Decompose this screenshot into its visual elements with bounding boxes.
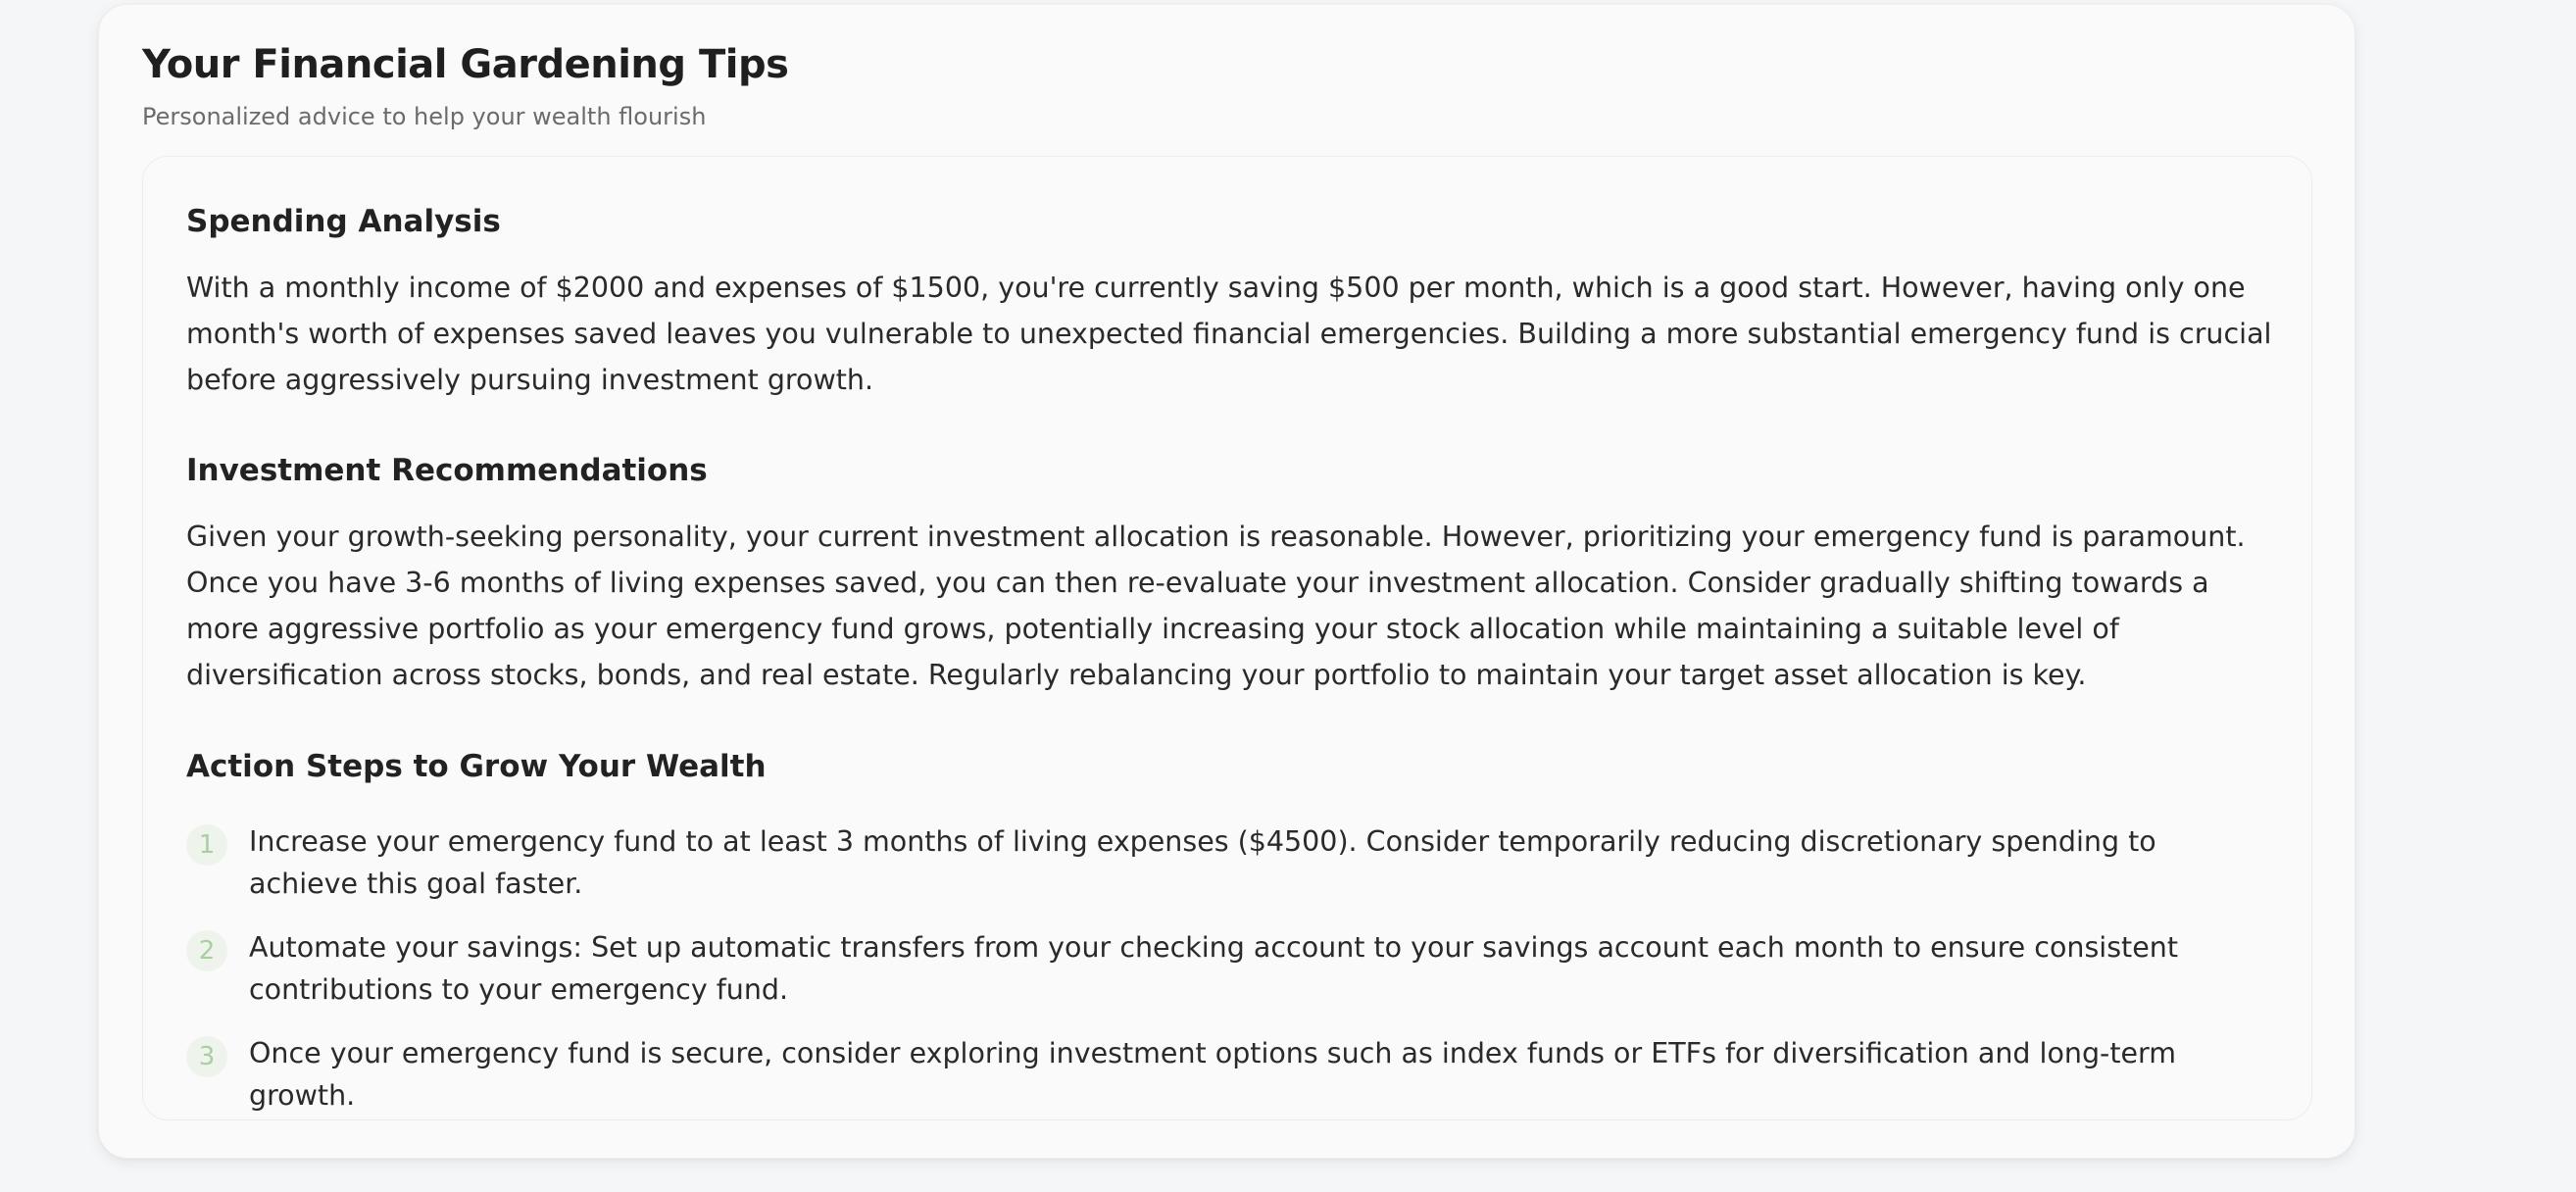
step-text: Once your emergency fund is secure, consider exploring investment options such as index funds or ETFs for diversification and long-term growth.: [249, 1037, 2177, 1112]
investment-recommendations-text: Given your growth-seeking personality, your current investment allocation is reasonable. However, prioritizing your emergency fund is paramount. Once you have 3-6 months of living expenses saved, you can then re-evaluate your investment allocation. Consider gradually shifting towards a more aggressive portfolio as your emergency fund grows, potentially increasing your stock allocation while maintaining a suitable level of diversification across stocks, bonds, and real estate. Regularly rebalancing your portfolio to maintain your target asset allocation is key.: [186, 521, 2246, 691]
step-text: Automate your savings: Set up automatic transfers from your checking account to your savings account each month to ensure consistent contributions to your emergency fund.: [249, 931, 2179, 1006]
step-number-badge: 3: [186, 1036, 227, 1077]
step-text: Increase your emergency fund to at least 3 months of living expenses ($4500). Consider temporarily reducing discretionary spending to achieve this goal faster.: [249, 825, 2156, 900]
action-steps-heading: Action Steps to Grow Your Wealth: [186, 749, 767, 784]
tips-card: [98, 4, 2355, 1159]
page-title: Your Financial Gardening Tips: [142, 42, 789, 87]
spending-analysis-heading: Spending Analysis: [186, 204, 501, 239]
spending-analysis-text: With a monthly income of $2000 and expenses of $1500, you're currently saving $500 per month, which is a good start. However, having only one month's worth of expenses saved leaves you vulnerable to unexpected financial emergencies. Building a more substantial emergency fund is crucial before aggressively pursuing investment growth.: [186, 272, 2272, 396]
page-subtitle: Personalized advice to help your wealth flourish: [142, 103, 707, 130]
investment-recommendations-heading: Investment Recommendations: [186, 453, 708, 488]
step-number-badge: 2: [186, 930, 227, 971]
step-number-badge: 1: [186, 824, 227, 866]
advice-panel: [142, 156, 2312, 1120]
